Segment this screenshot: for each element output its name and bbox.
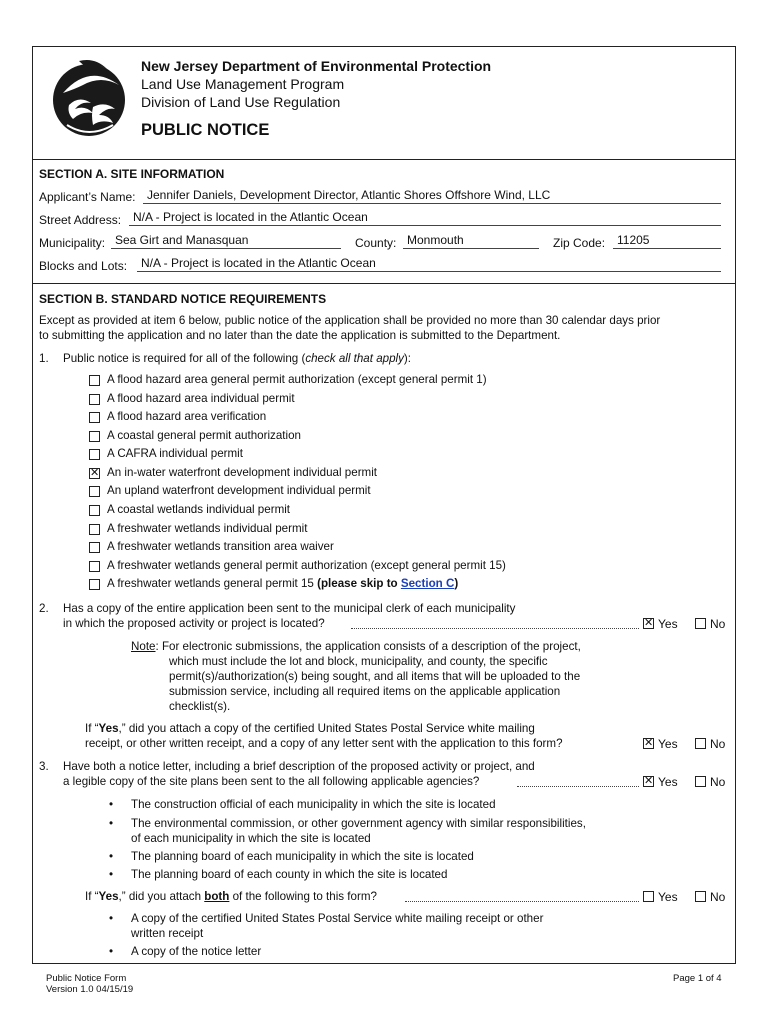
leader-dots xyxy=(351,628,639,629)
section-c-link[interactable]: Section C xyxy=(400,577,455,590)
q3-line-2: a legible copy of the site plans been sent to the all following applicable agencies? xyxy=(63,775,480,788)
q3b-no-label: No xyxy=(710,890,726,904)
note-line-1: Note: For electronic submissions, the application consists of a description of the project, xyxy=(131,640,581,653)
form-frame xyxy=(32,46,736,964)
street-field[interactable]: N/A - Project is located in the Atlantic Ocean xyxy=(129,210,721,226)
q3b-no-checkbox[interactable] xyxy=(695,891,706,902)
option-checkbox[interactable] xyxy=(89,412,100,423)
leader-dots xyxy=(517,786,639,787)
note-line-2: which must include the lot and block, municipality, and county, the specific xyxy=(169,655,548,668)
q3-no-checkbox[interactable] xyxy=(695,776,706,787)
list-item: • A copy of the certified United States Postal Service white mailing receipt or other xyxy=(131,911,543,926)
q2-line-1: Has a copy of the entire application been sent to the municipal clerk of each municipality xyxy=(63,602,516,615)
agency-block xyxy=(141,57,491,111)
q2-no-checkbox[interactable] xyxy=(695,618,706,629)
footer-page-number: Page 1 of 4 xyxy=(673,973,722,984)
q2-no-label: No xyxy=(710,617,726,631)
option-label: A freshwater wetlands transition area waiver xyxy=(107,540,334,553)
option-label: A flood hazard area verification xyxy=(107,410,267,423)
intro-line-2: to submitting the application and no later than the date the application is submitted to the Department. xyxy=(39,329,561,342)
q2-yes-label: Yes xyxy=(658,617,678,631)
q1-text: Public notice is required for all of the following (check all that apply): xyxy=(63,352,412,365)
page-title: PUBLIC NOTICE xyxy=(141,121,270,139)
division-name: Division of Land Use Regulation xyxy=(141,94,341,110)
section-a-title: SECTION A. SITE INFORMATION xyxy=(39,167,225,181)
q2-number: 2. xyxy=(39,602,49,615)
program-name: Land Use Management Program xyxy=(141,76,345,92)
agency-name: New Jersey Department of Environmental Protection xyxy=(141,58,492,74)
municipality-field[interactable]: Sea Girt and Manasquan xyxy=(111,233,341,249)
list-item: • The environmental commission, or other government agency with similar responsibilities, xyxy=(131,816,586,831)
option-label: A flood hazard area individual permit xyxy=(107,392,295,405)
zip-label: Zip Code: xyxy=(553,236,606,250)
list-item-continuation: of each municipality in which the site is located xyxy=(131,832,371,845)
section-a xyxy=(33,159,735,284)
note-line-5: checklist(s). xyxy=(169,700,231,713)
q2-line-2: in which the proposed activity or project is located? xyxy=(63,617,325,630)
blocks-field[interactable]: N/A - Project is located in the Atlantic Ocean xyxy=(137,256,721,272)
q2b-line-2: receipt, or other written receipt, and a copy of any letter sent with the application to this form? xyxy=(85,737,563,750)
q3-yes-checkbox[interactable]: ✕ xyxy=(644,775,654,787)
option-checkbox[interactable] xyxy=(89,505,100,516)
q2b-yes-label: Yes xyxy=(658,737,678,751)
county-field[interactable]: Monmouth xyxy=(403,233,539,249)
street-label: Street Address: xyxy=(39,213,122,227)
option-label: A freshwater wetlands individual permit xyxy=(107,522,308,535)
njdep-seal-icon xyxy=(49,55,129,141)
q3-yes-label: Yes xyxy=(658,775,678,789)
applicant-field[interactable]: Jennifer Daniels, Development Director, Atlantic Shores Offshore Wind, LLC xyxy=(143,188,721,204)
q2b-yes-checkbox[interactable]: ✕ xyxy=(644,737,654,749)
q2-yes-checkbox[interactable]: ✕ xyxy=(644,617,654,629)
q3-line-1: Have both a notice letter, including a brief description of the proposed activity or project, and xyxy=(63,760,535,773)
note-line-4: submission service, including all required items on the applicable application xyxy=(169,685,561,698)
q3-number: 3. xyxy=(39,760,49,773)
list-item: • The planning board of each municipality in which the site is located xyxy=(131,849,474,864)
list-item: • The planning board of each county in which the site is located xyxy=(131,867,447,882)
q1-number: 1. xyxy=(39,352,49,365)
q2b-no-label: No xyxy=(710,737,726,751)
option-checkbox[interactable]: ✕ xyxy=(90,467,100,479)
option-checkbox[interactable] xyxy=(89,375,100,386)
q2b-line-1: If “Yes,” did you attach a copy of the certified United States Postal Service white mailing xyxy=(85,722,535,735)
option-checkbox[interactable] xyxy=(89,561,100,572)
option-label: A flood hazard area general permit authorization (except general permit 1) xyxy=(107,373,487,386)
option-label: A freshwater wetlands general permit authorization (except general permit 15) xyxy=(107,559,506,572)
option-label: An upland waterfront development individual permit xyxy=(107,484,371,497)
list-item-continuation: written receipt xyxy=(131,927,204,940)
option-checkbox[interactable] xyxy=(89,579,100,590)
zip-field[interactable]: 11205 xyxy=(613,233,721,249)
leader-dots xyxy=(405,901,639,902)
intro-line-1: Except as provided at item 6 below, public notice of the application shall be provided no more than 30 calendar days prior xyxy=(39,314,661,327)
option-label: A CAFRA individual permit xyxy=(107,447,243,460)
q3b-yes-label: Yes xyxy=(658,890,678,904)
county-label: County: xyxy=(355,236,397,250)
form-header xyxy=(33,47,735,160)
option-label: A coastal general permit authorization xyxy=(107,429,301,442)
note-line-3: permit(s)/authorization(s) being sought, and all items that will be uploaded to the xyxy=(169,670,581,683)
option-checkbox[interactable] xyxy=(89,449,100,460)
list-item: • The construction official of each municipality in which the site is located xyxy=(131,797,496,812)
q3b-yes-checkbox[interactable] xyxy=(643,891,654,902)
list-item: • A copy of the notice letter xyxy=(131,944,261,959)
option-checkbox[interactable] xyxy=(89,394,100,405)
footer-version: Version 1.0 04/15/19 xyxy=(46,984,134,995)
footer-form-name: Public Notice Form xyxy=(46,973,127,984)
municipality-label: Municipality: xyxy=(39,236,106,250)
applicant-label: Applicant’s Name: xyxy=(39,190,136,204)
section-b-title: SECTION B. STANDARD NOTICE REQUIREMENTS xyxy=(39,292,327,306)
option-checkbox[interactable] xyxy=(89,524,100,535)
option-checkbox[interactable] xyxy=(89,431,100,442)
blocks-label: Blocks and Lots: xyxy=(39,259,128,273)
option-checkbox[interactable] xyxy=(89,486,100,497)
q3-no-label: No xyxy=(710,775,726,789)
q3b-line: If “Yes,” did you attach both of the following to this form? xyxy=(85,890,377,903)
option-label: A coastal wetlands individual permit xyxy=(107,503,291,516)
option-checkbox[interactable] xyxy=(89,542,100,553)
option-label: An in-water waterfront development individual permit xyxy=(107,466,378,479)
option-label-gp15: A freshwater wetlands general permit 15 (please skip to Section C) xyxy=(107,577,459,590)
q2b-no-checkbox[interactable] xyxy=(695,738,706,749)
